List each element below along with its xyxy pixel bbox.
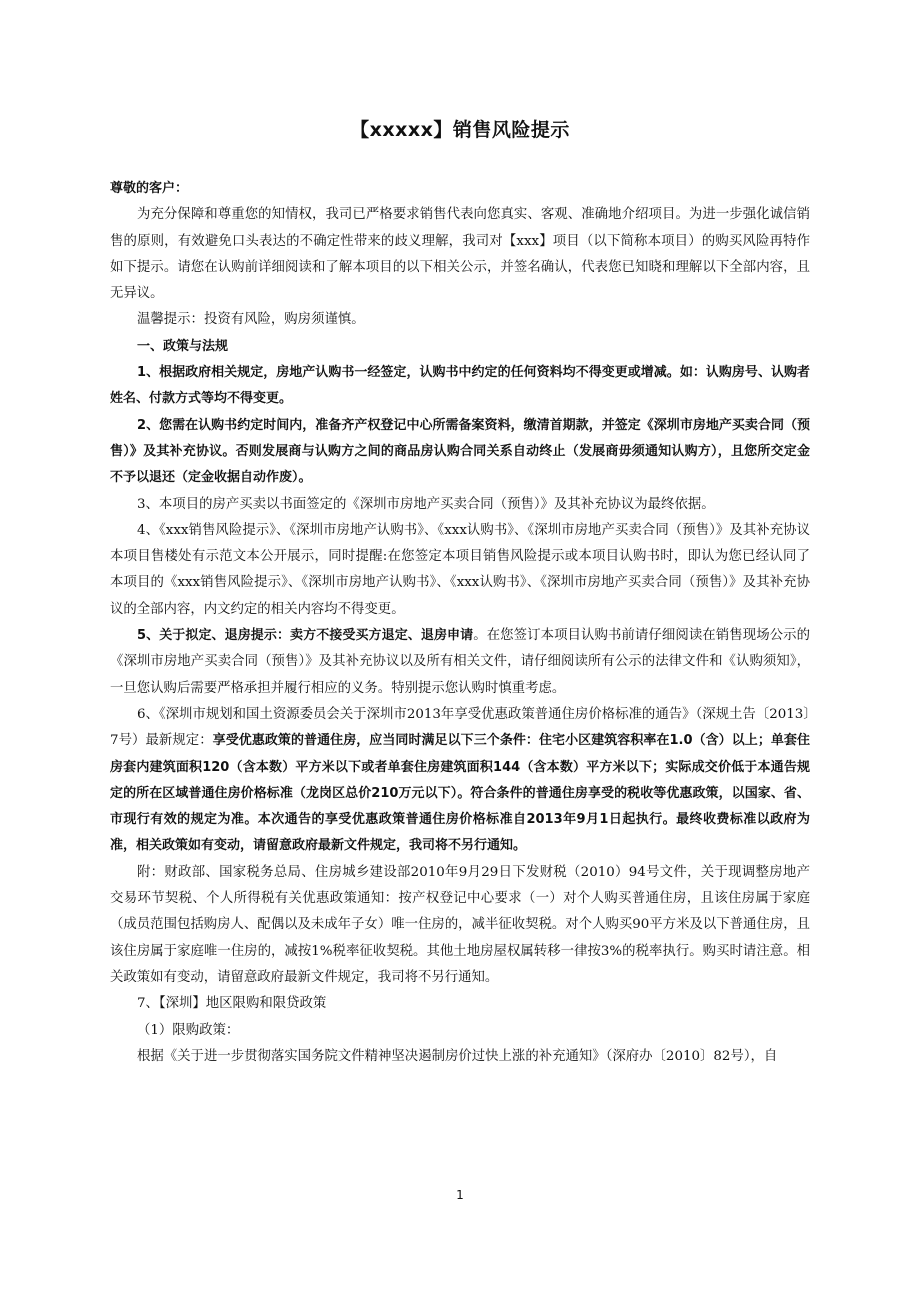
- policy-item-6-emphasis: 享受优惠政策的普通住房，应当同时满足以下三个条件：住宅小区建筑容积率在1.0（含）以上；单套住房套内建筑面积120（含本数）平方米以下或者单套住房建筑面积144（含本数）平方米以下；实际成交价低于本通告规定的所在区域普通住房价格标准（龙岗区总价210万元以下）。符合条件的普通住房享受的税收等优惠政策，以国家、省、市现行有效的规定为准。本次通告的享受优惠政策普通住房价格标准自2013年9月1日起执行。最终收费标准以政府为准，相关政策如有变动，请留意政府最新文件规定，我司将不另行通知。: [110, 733, 810, 854]
- greeting: 尊敬的客户：: [110, 181, 189, 196]
- policy-item-5: [110, 623, 810, 702]
- policy-item-6-text: 6、《深圳市规划和国土资源委员会关于深圳市2013年享受优惠政策普通住房价格标准的通告》（深规土告〔2013〕7号）最新规定：: [110, 706, 810, 749]
- policy-item-5-text: 。在您签订本项目认购书前请仔细阅读在销售现场公示的《深圳市房地产买卖合同（预售）》及其补充协议以及所有相关文件，请仔细阅读所有公示的法律文件和《认购须知》，一旦您认购后需要严格承担并履行相应的义务。特别提示您认购时慎重考虑。: [110, 628, 811, 696]
- page-number: 1: [456, 1188, 464, 1202]
- policy-item-7: 7、【深圳】地区限购和限贷政策: [137, 996, 327, 1012]
- policy-item-2: 2、您需在认购书约定时间内，准备齐产权登记中心所需备案资料，缴清首期款，并签定《深圳市房地产买卖合同（预售）》及其补充协议。否则发展商与认购方之间的商品房认购合同关系自动终止（发展商毋须通知认购方），且您所交定金不予以退还（定金收据自动作废）。: [110, 417, 810, 486]
- policy-item-6: [110, 702, 810, 860]
- policy-item-3: 3、本项目的房产买卖以书面签定的《深圳市房地产买卖合同（预售）》及其补充协议为最终依据。: [137, 496, 715, 512]
- warm-tip: 温馨提示：投资有风险，购房须谨慎。: [137, 312, 365, 328]
- document-title: 【xxxxx】销售风险提示: [350, 119, 570, 141]
- policy-item-7-sub-text: 根据《关于进一步贯彻落实国务院文件精神坚决遏制房价过快上涨的补充通知》（深府办〔2010〕82号），自: [137, 1048, 778, 1064]
- policy-item-1: 1、根据政府相关规定，房地产认购书一经签定，认购书中约定的任何资料均不得变更或增减。如：认购房号、认购者姓名、付款方式等均不得变更。: [110, 365, 810, 407]
- document-body: [110, 176, 810, 1070]
- policy-item-7-sub-heading: （1）限购政策：: [137, 1022, 240, 1038]
- section-heading: 一、政策与法规: [137, 338, 229, 354]
- intro-paragraph: 为充分保障和尊重您的知情权，我司已严格要求销售代表向您真实、客观、准确地介绍项目。为进一步强化诚信销售的原则，有效避免口头表达的不确定性带来的歧义理解，我司对【xxx】项目（以下简称本项目）的购买风险再特作如下提示。请您在认购前详细阅读和了解本项目的以下相关公示，并签名确认，代表您已知晓和理解以下全部内容，且无异议。: [110, 207, 810, 302]
- appendix-paragraph: 附：财政部、国家税务总局、住房城乡建设部2010年9月29日下发财税（2010）94号文件，关于现调整房地产交易环节契税、个人所得税有关优惠政策通知：按产权登记中心要求（一）对个人购买普通住房，且该住房属于家庭（成员范围包括购房人、配偶以及未成年子女）唯一住房的，减半征收契税。对个人购买90平方米及以下普通住房，且该住房属于家庭唯一住房的，减按1%税率征收契税。其他土地房屋权属转移一律按3%的税率执行。购买时请注意。相关政策如有变动，请留意政府最新文件规定，我司将不另行通知。: [110, 864, 810, 985]
- policy-item-4: 4、《xxx销售风险提示》、《深圳市房地产认购书》、《xxx认购书》、《深圳市房地产买卖合同（预售）》及其补充协议本项目售楼处有示范文本公开展示，同时提醒:在您签定本项目销售风险提示或本项目认购书时，即认为您已经认同了本项目的《xxx销售风险提示》、《深圳市房地产认购书》、《xxx认购书》、《深圳市房地产买卖合同（预售）》及其补充协议的全部内容，内文约定的相关内容均不得变更。: [110, 522, 810, 617]
- policy-item-5-emphasis: 5、关于拟定、退房提示：卖方不接受买方退定、退房申请: [137, 628, 474, 644]
